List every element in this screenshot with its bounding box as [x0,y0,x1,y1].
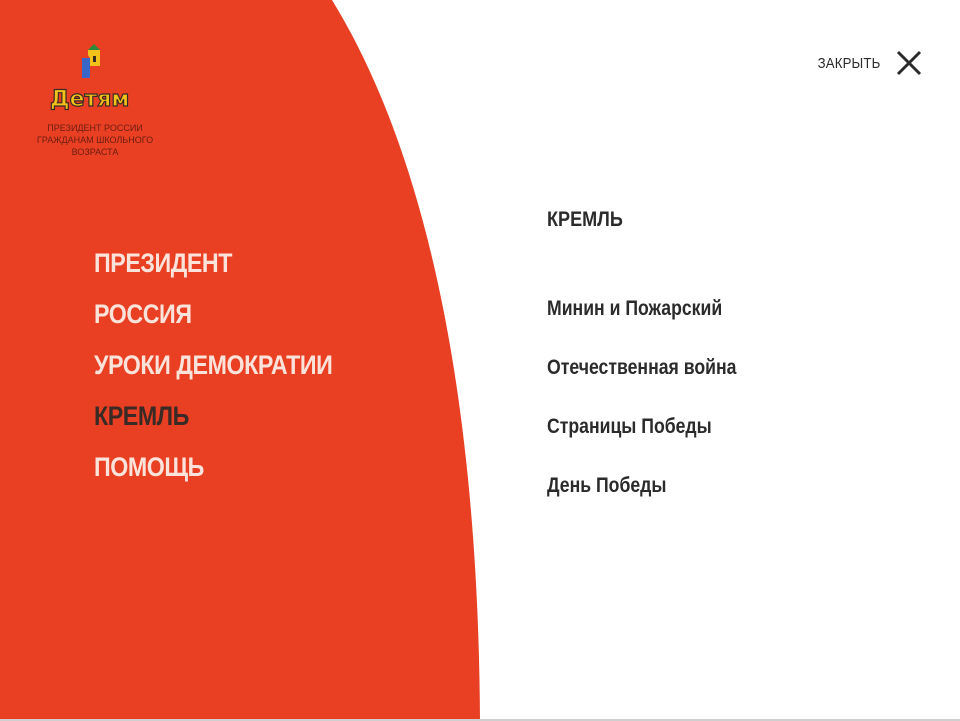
logo-caption-line: ПРЕЗИДЕНТ РОССИИ [47,123,143,133]
main-menu-item-kremlin[interactable]: КРЕМЛЬ [94,401,189,431]
logo[interactable] [30,24,160,158]
logo-emblem [46,24,142,116]
main-menu-item-democracy-lessons[interactable]: УРОКИ ДЕМОКРАТИИ [94,350,333,380]
submenu-item-patriotic-war[interactable]: Отечественная война [547,356,737,379]
logo-caption-line: ГРАЖДАНАМ ШКОЛЬНОГО [36,135,154,145]
close-button[interactable] [809,50,923,76]
submenu-item-victory-pages[interactable]: Страницы Победы [547,415,712,438]
logo-caption-line: ВОЗРАСТА [71,147,119,157]
main-menu-item-help[interactable]: ПОМОЩЬ [94,452,204,482]
logo-caption [30,122,160,158]
main-menu-item-president[interactable]: ПРЕЗИДЕНТ [94,248,233,278]
submenu-item-victory-day[interactable]: День Победы [547,474,667,497]
close-icon [896,50,922,76]
main-menu-item-russia[interactable]: РОССИЯ [94,299,192,329]
main-menu [94,238,371,493]
submenu [547,290,773,526]
submenu-item-minin-pozharsky[interactable]: Минин и Пожарский [547,297,723,320]
submenu-title: КРЕМЛЬ [547,208,623,231]
close-label: ЗАКРЫТЬ [817,54,880,72]
logo-wordmark: Детям [50,87,130,112]
